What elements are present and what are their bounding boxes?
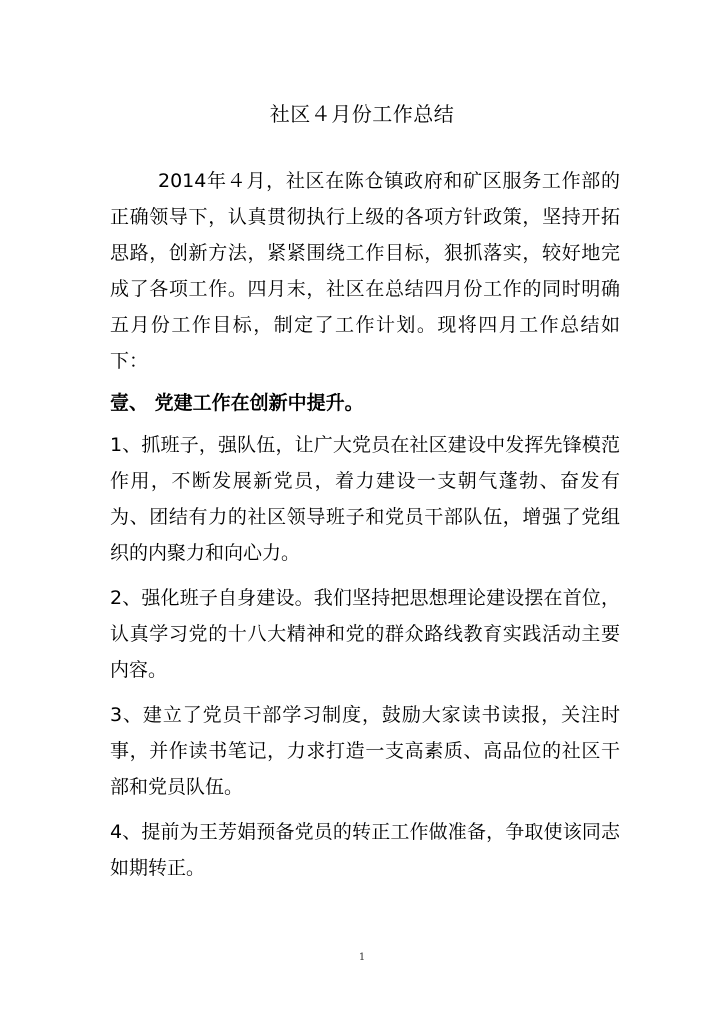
- document-body: [110, 163, 620, 886]
- page-number: 1: [358, 952, 366, 963]
- list-item: 1、抓班子，强队伍，让广大党员在社区建设中发挥先锋模范作用，不断发展新党员，着力建设一支朝气蓬勃、奋发有为、团结有力的社区领导班子和党员干部队伍，增强了党组织的内聚力和向心力。: [110, 434, 620, 564]
- section-heading: 壹、 党建工作在创新中提升。: [110, 392, 364, 414]
- page-title: 社区４月份工作总结: [269, 102, 455, 126]
- list-item: 4、提前为王芳娟预备党员的转正工作做准备，争取使该同志如期转正。: [110, 821, 620, 879]
- list-item: 2、强化班子自身建设。我们坚持把思想理论建设摆在首位，认真学习党的十八大精神和党的群众路线教育实践活动主要内容。: [110, 587, 620, 681]
- intro-paragraph: 2014年４月，社区在陈仓镇政府和矿区服务工作部的正确领导下，认真贯彻执行上级的各项方针政策，坚持开拓思路，创新方法，紧紧围绕工作目标，狠抓落实，较好地完成了各项工作。四月末，社区在总结四月份工作的同时明确五月份工作目标，制定了工作计划。现将四月工作总结如下：: [110, 170, 620, 372]
- list-item: 3、建立了党员干部学习制度，鼓励大家读书读报，关注时事，并作读书笔记，力求打造一支高素质、高品位的社区干部和党员队伍。: [110, 704, 620, 798]
